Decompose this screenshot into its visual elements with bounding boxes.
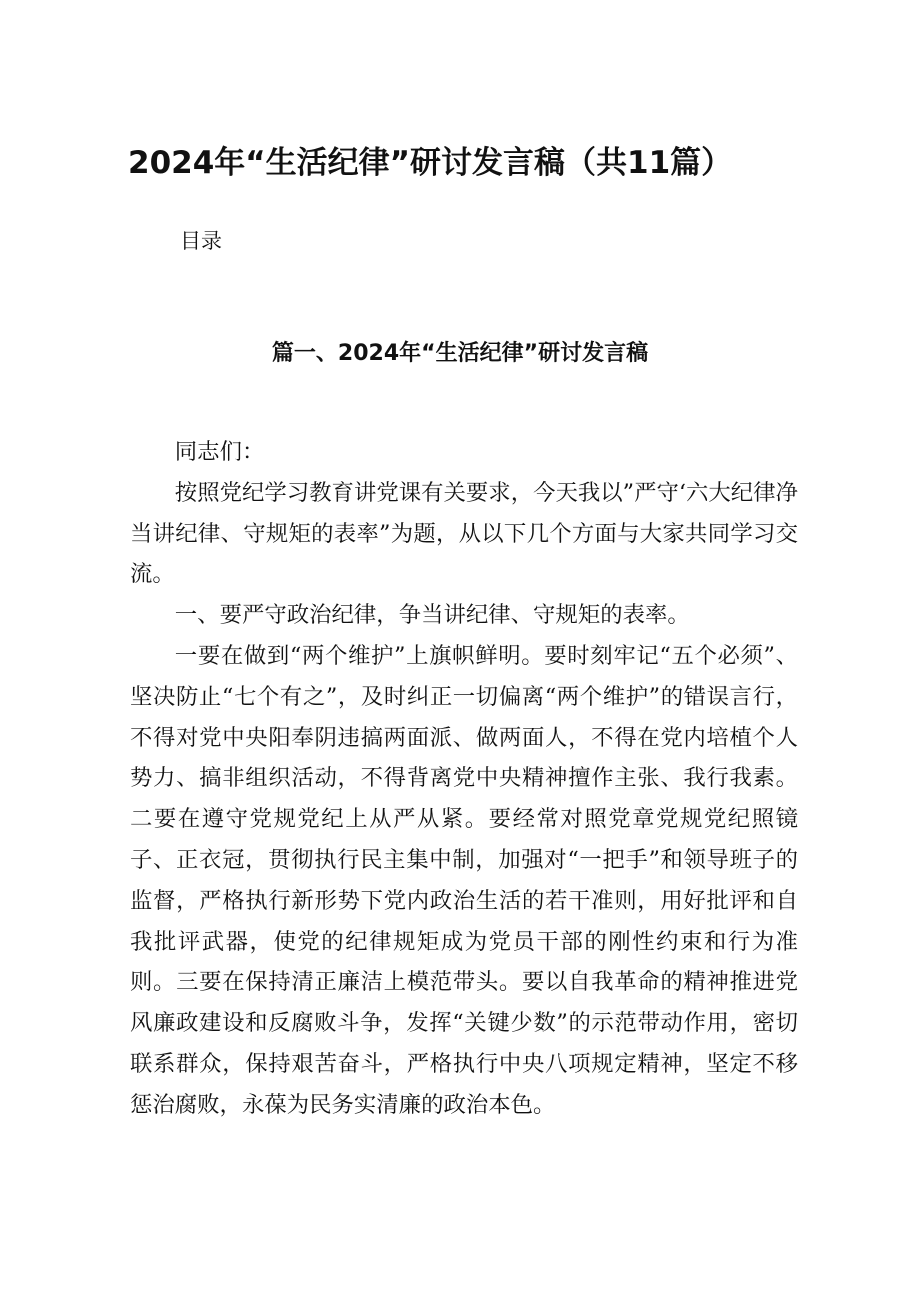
intro-paragraph: 按照党纪学习教育讲党课有关要求，今天我以”严守‘六大纪律净当讲纪律、守规矩的表率”为题，从以下几个方面与大家共同学习交流。 — [130, 479, 798, 588]
section-title: 篇一、2024年“生活纪律”研讨发言稿 — [271, 341, 649, 366]
toc-label: 目录 — [180, 229, 222, 253]
content-paragraph: 一要在做到“两个维护”上旗帜鲜明。要时刻牢记“五个必须”、坚决防止“七个有之”，及时纠正一切偏离“两个维护”的错误言行，不得对党中央阳奉阴违搞两面派、做两面人，不得在党内培植个人势力、搞非组织活动，不得背离党中央精神擅作主张、我行我素。二要在遵守党规党纪上从严从紧。要经常对照党章党规党纪照镜子、正衣冠，贯彻执行民主集中制，加强对“一把手”和领导班子的监督，严格执行新形势下党内政治生活的若干准则，用好批评和自我批评武器，使党的纪律规矩成为党员干部的刚性约束和行为准则。三要在保持清正廉洁上模范带头。要以自我革命的精神推进党风廉政建设和反腐败斗争，发挥“关键少数”的示范带动作用，密切联系群众，保持艰苦奋斗，严格执行中央八项规定精神，坚定不移惩治腐败，永葆为民务实清廉的政治本色。 — [130, 642, 798, 1118]
salutation-paragraph: 同志们： — [174, 439, 265, 465]
heading-paragraph: 一、要严守政治纪律，争当讲纪律、守规矩的表率。 — [174, 602, 690, 629]
body-text — [130, 432, 798, 1126]
document-title: 2024年“生活纪律”研讨发言稿（共11篇） — [128, 145, 733, 181]
